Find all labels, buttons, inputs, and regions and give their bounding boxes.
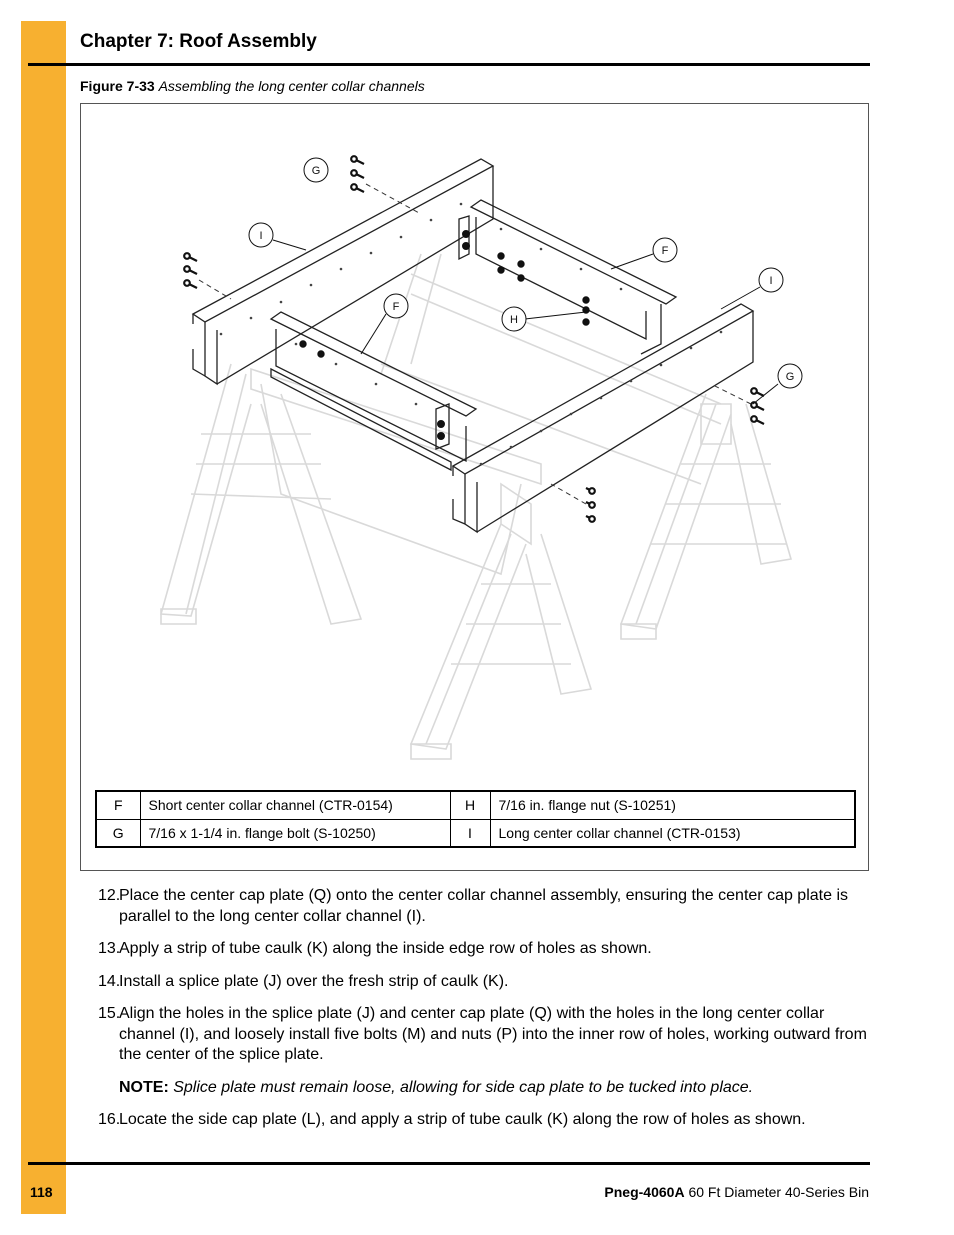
step-number: 13. — [98, 940, 121, 957]
list-item — [98, 972, 873, 993]
step-text: Place the center cap plate (Q) onto the center collar channel assembly, ensuring the center cap plate is parallel to the long center collar channel (I). — [119, 887, 848, 925]
step-text: Align the holes in the splice plate (J) and center cap plate (Q) with the holes in the long center collar channel (I), and loosely install five bolts (M) and nuts (P) into the inner row of holes, working outward from the center of the splice plate. — [119, 1005, 867, 1063]
figure-box — [80, 103, 869, 871]
chapter-side-bar — [21, 21, 66, 1214]
callout-I-left: I — [259, 230, 263, 242]
figure-label: Figure 7-33 — [80, 78, 155, 94]
note-text: Splice plate must remain loose, allowing for side cap plate to be tucked into place. — [173, 1078, 754, 1096]
list-item — [98, 1110, 873, 1131]
document-code: Pneg-4060A — [604, 1184, 685, 1200]
assembly-drawing — [81, 104, 868, 784]
list-item — [98, 886, 873, 927]
part-description: 7/16 in. flange nut (S-10251) — [490, 791, 855, 819]
part-key: G — [96, 819, 140, 847]
callout-H: H — [510, 314, 518, 326]
list-item — [98, 1004, 873, 1066]
step-text: Apply a strip of tube caulk (K) along the inside edge row of holes as shown. — [119, 940, 652, 957]
table-row — [96, 791, 855, 819]
part-description: Long center collar channel (CTR-0153) — [490, 819, 855, 847]
part-description: 7/16 x 1-1/4 in. flange bolt (S-10250) — [140, 819, 450, 847]
step-number: 15. — [98, 1005, 121, 1022]
callout-G-right: G — [785, 371, 795, 383]
step-text: Locate the side cap plate (L), and apply a strip of tube caulk (K) along the row of holes as shown. — [119, 1111, 806, 1128]
list-item — [98, 939, 873, 960]
step-number: 16. — [98, 1111, 121, 1128]
part-description: Short center collar channel (CTR-0154) — [140, 791, 450, 819]
part-key: I — [450, 819, 490, 847]
document-id — [604, 1184, 869, 1200]
figure-caption-text: Assembling the long center collar channels — [158, 78, 425, 94]
part-key: H — [450, 791, 490, 819]
document-title: 60 Ft Diameter 40-Series Bin — [688, 1184, 869, 1200]
callout-F-left: F — [392, 301, 400, 313]
page-number: 118 — [30, 1184, 53, 1200]
callout-I-right: I — [769, 275, 773, 287]
step-number: 14. — [98, 972, 121, 990]
part-key: F — [96, 791, 140, 819]
step-number: 12. — [98, 887, 121, 904]
step-text: Install a splice plate (J) over the fresh strip of caulk (K). — [119, 972, 509, 990]
callout-F-right: F — [661, 245, 669, 257]
footer-rule — [28, 1162, 870, 1165]
header-rule — [28, 63, 870, 66]
callout-G-top: G — [311, 165, 321, 177]
table-row — [96, 819, 855, 847]
instruction-steps — [98, 886, 873, 1143]
parts-table — [95, 790, 856, 848]
chapter-title: Chapter 7: Roof Assembly — [80, 31, 317, 52]
note — [98, 1078, 873, 1099]
figure-caption — [80, 78, 425, 94]
note-label: NOTE: — [119, 1078, 169, 1096]
